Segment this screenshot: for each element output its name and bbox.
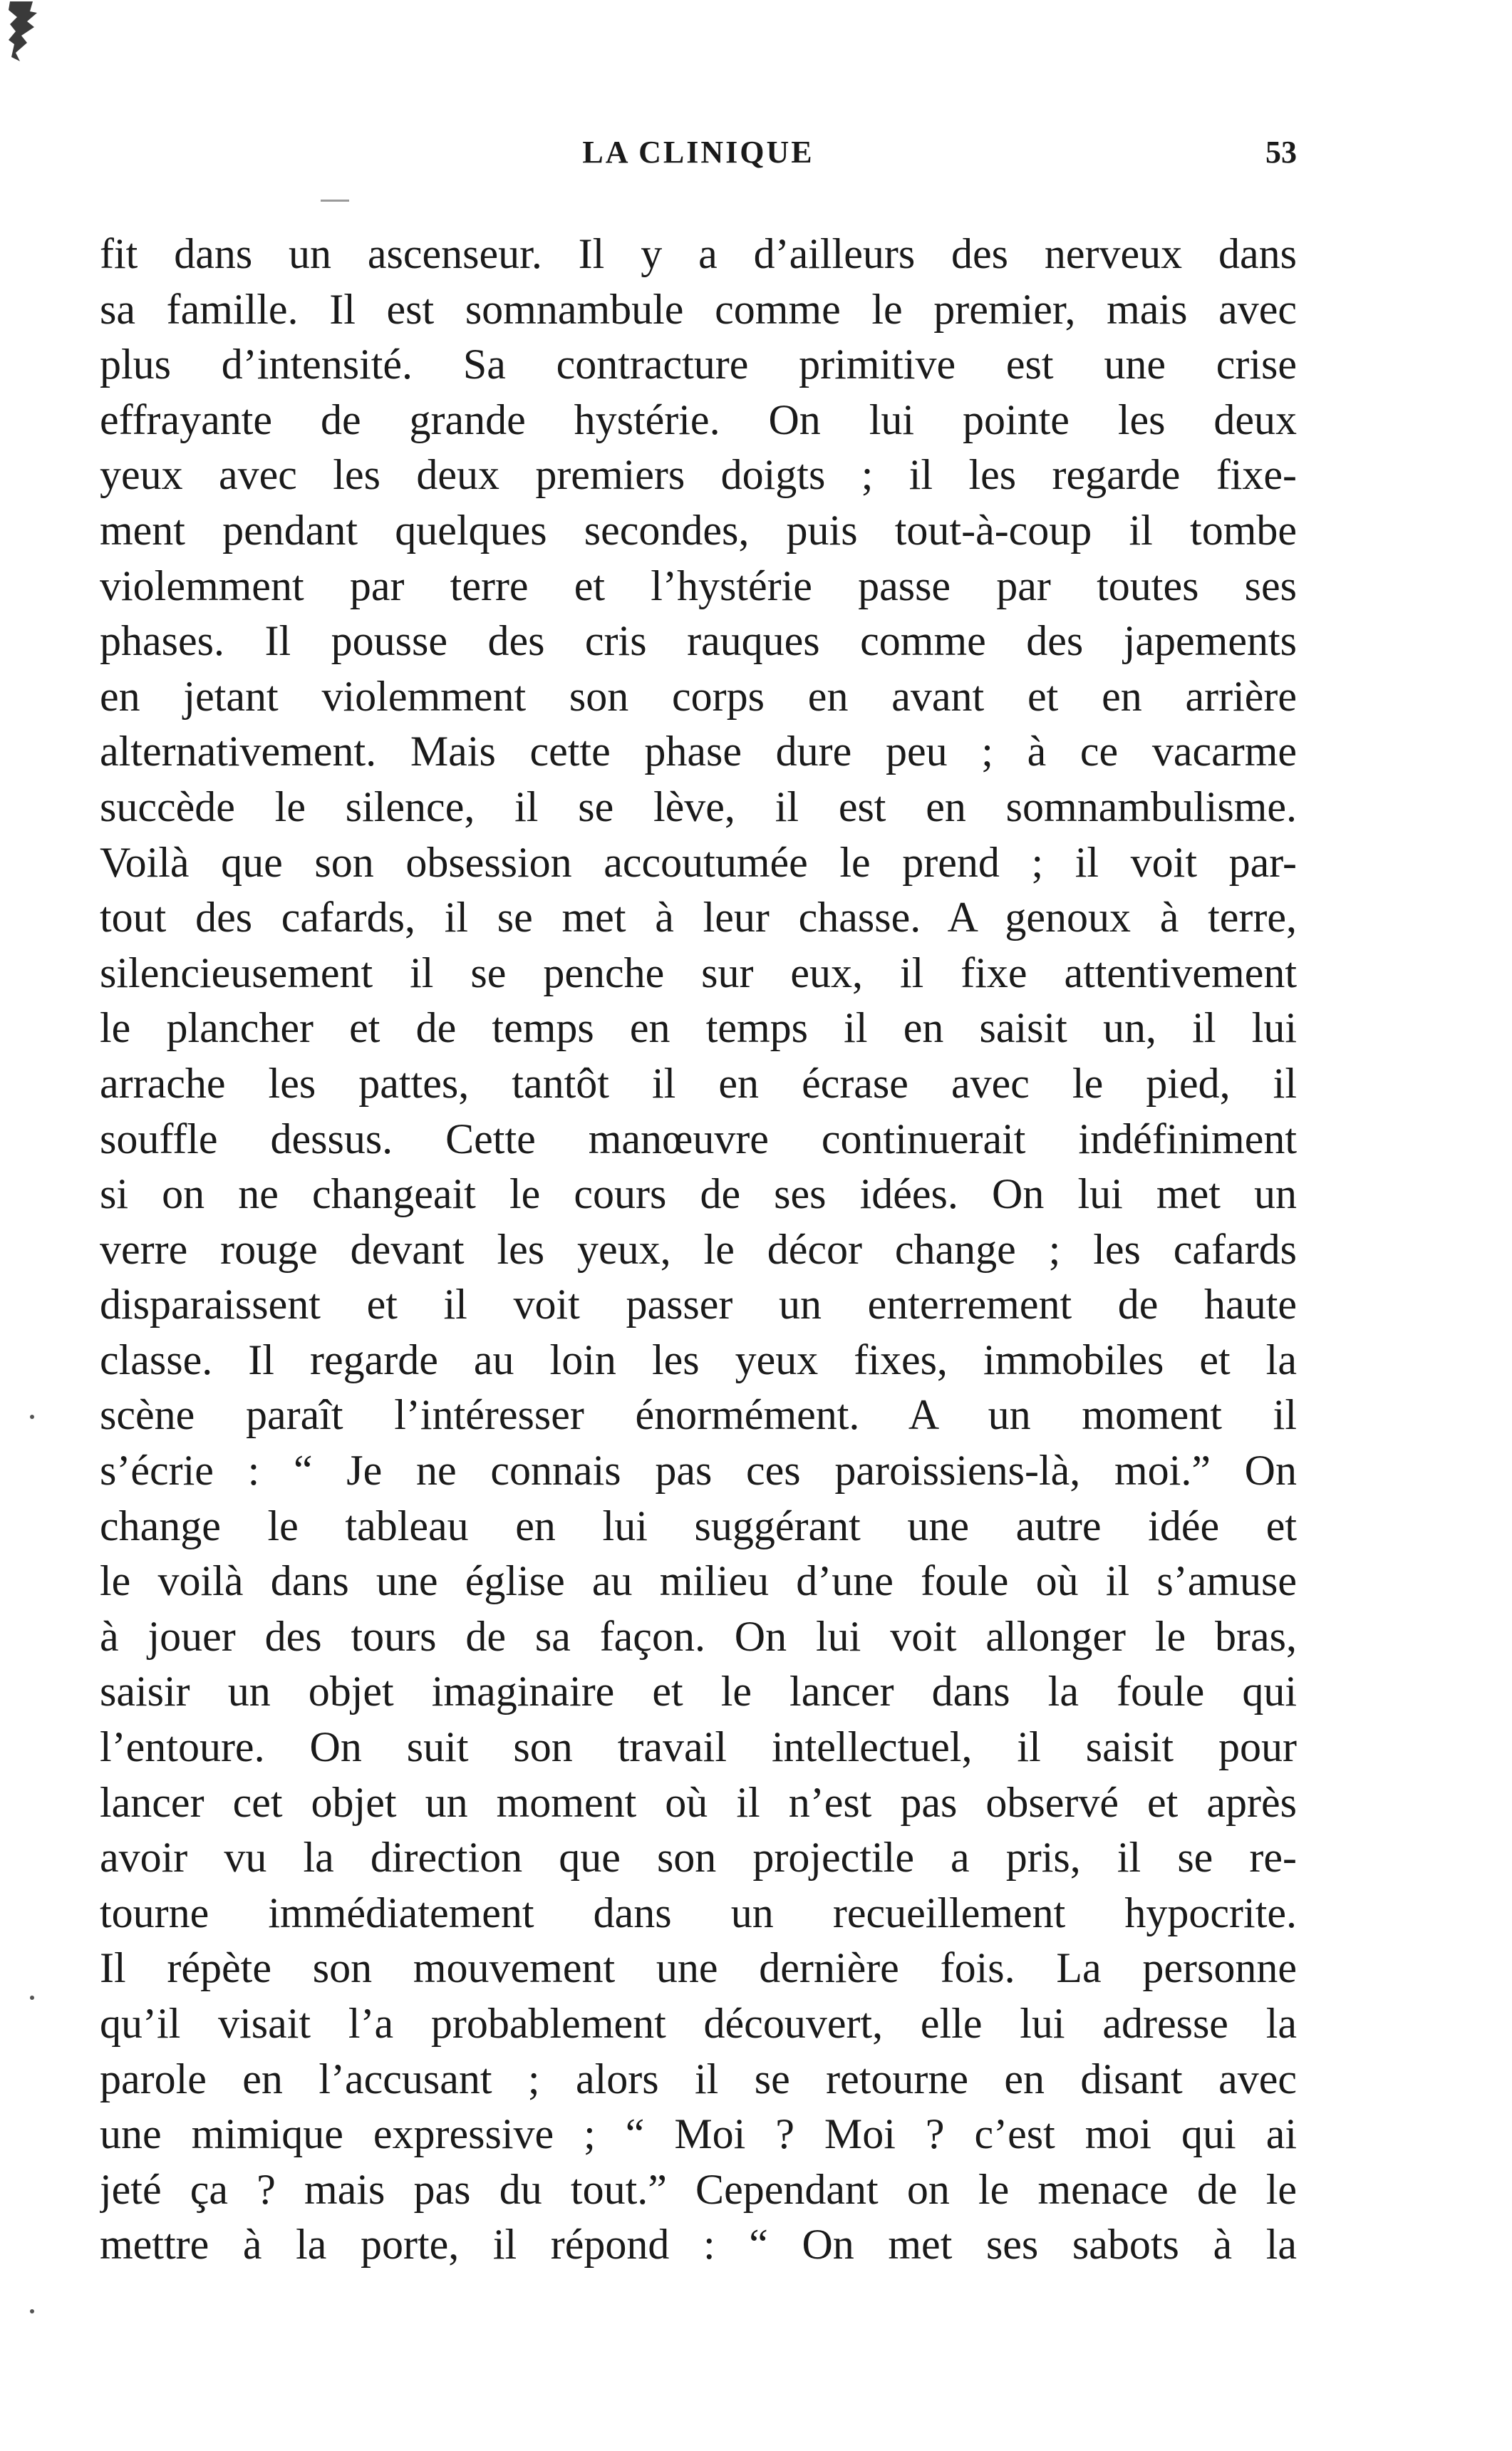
text-line: verre rouge devant les yeux, le décor change ; les cafards bbox=[100, 1225, 1297, 1273]
running-title: LA CLINIQUE bbox=[582, 135, 814, 170]
text-line: tourne immédiatement dans un recueillement hypocrite. bbox=[100, 1889, 1297, 1936]
text-line: mettre à la porte, il répond : “ On met ses sabots à la bbox=[100, 2221, 1297, 2269]
body-text bbox=[100, 227, 1297, 2273]
text-line: arrache les pattes, tantôt il en écrase avec le pied, il bbox=[100, 1059, 1297, 1107]
page-number: 53 bbox=[1265, 135, 1297, 170]
running-header bbox=[100, 134, 1297, 177]
text-line: disparaissent et il voit passer un enterrement de haute bbox=[100, 1281, 1297, 1328]
text-line: l’entoure. On suit son travail intellectuel, il saisit pour bbox=[100, 1723, 1297, 1771]
text-line: effrayante de grande hystérie. On lui pointe les deux bbox=[100, 396, 1297, 443]
text-line: tout des cafards, il se met à leur chasse. A genoux à terre, bbox=[100, 894, 1297, 941]
text-line: Il répète son mouvement une dernière fois. La personne bbox=[100, 1944, 1297, 1992]
text-line: le voilà dans une église au milieu d’une foule où il s’amuse bbox=[100, 1557, 1297, 1605]
print-mark bbox=[321, 200, 349, 202]
text-line: jeté ça ? mais pas du tout.” Cependant on le menace de le bbox=[100, 2165, 1297, 2213]
text-line: avoir vu la direction que son projectile a pris, il se re- bbox=[100, 1834, 1297, 1882]
text-line: le plancher et de temps en temps il en saisit un, il lui bbox=[100, 1004, 1297, 1052]
text-line: saisir un objet imaginaire et le lancer dans la foule qui bbox=[100, 1668, 1297, 1715]
text-line: phases. Il pousse des cris rauques comme des japements bbox=[100, 617, 1297, 665]
text-line: violemment par terre et l’hystérie passe par toutes ses bbox=[100, 562, 1297, 609]
text-line: sa famille. Il est somnambule comme le premier, mais avec bbox=[100, 285, 1297, 333]
text-line: classe. Il regarde au loin les yeux fixes, immobiles et la bbox=[100, 1336, 1297, 1383]
ink-blot-mark bbox=[6, 0, 43, 64]
text-line: une mimique expressive ; “ Moi ? Moi ? c’est moi qui ai bbox=[100, 2110, 1297, 2158]
text-line: yeux avec les deux premiers doigts ; il les regarde fixe- bbox=[100, 451, 1297, 499]
text-line: souffle dessus. Cette manœuvre continuerait indéfiniment bbox=[100, 1115, 1297, 1162]
text-line: ment pendant quelques secondes, puis tout-à-coup il tombe bbox=[100, 506, 1297, 554]
text-line: si on ne changeait le cours de ses idées. On lui met un bbox=[100, 1170, 1297, 1218]
text-line: scène paraît l’intéresser énormément. A un moment il bbox=[100, 1391, 1297, 1439]
margin-speck bbox=[30, 1415, 34, 1419]
text-line: change le tableau en lui suggérant une autre idée et bbox=[100, 1502, 1297, 1549]
margin-speck bbox=[30, 2309, 34, 2313]
text-line: à jouer des tours de sa façon. On lui voit allonger le bras, bbox=[100, 1612, 1297, 1660]
text-line: alternativement. Mais cette phase dure peu ; à ce vacarme bbox=[100, 728, 1297, 775]
text-line: en jetant violemment son corps en avant et en arrière bbox=[100, 672, 1297, 720]
text-line: s’écrie : “ Je ne connais pas ces paroissiens-là, moi.” On bbox=[100, 1447, 1297, 1495]
margin-speck bbox=[30, 1996, 34, 2000]
text-line: parole en l’accusant ; alors il se retourne en disant avec bbox=[100, 2055, 1297, 2102]
text-line: silencieusement il se penche sur eux, il fixe attentivement bbox=[100, 949, 1297, 996]
text-line: fit dans un ascenseur. Il y a d’ailleurs des nerveux dans bbox=[100, 230, 1297, 277]
text-line: succède le silence, il se lève, il est en somnambulisme. bbox=[100, 783, 1297, 830]
text-line: plus d’intensité. Sa contracture primitive est une crise bbox=[100, 341, 1297, 388]
text-line: Voilà que son obsession accoutumée le prend ; il voit par- bbox=[100, 838, 1297, 886]
text-line: lancer cet objet un moment où il n’est pas observé et après bbox=[100, 1778, 1297, 1826]
text-line: qu’il visait l’a probablement découvert, elle lui adresse la bbox=[100, 2000, 1297, 2047]
